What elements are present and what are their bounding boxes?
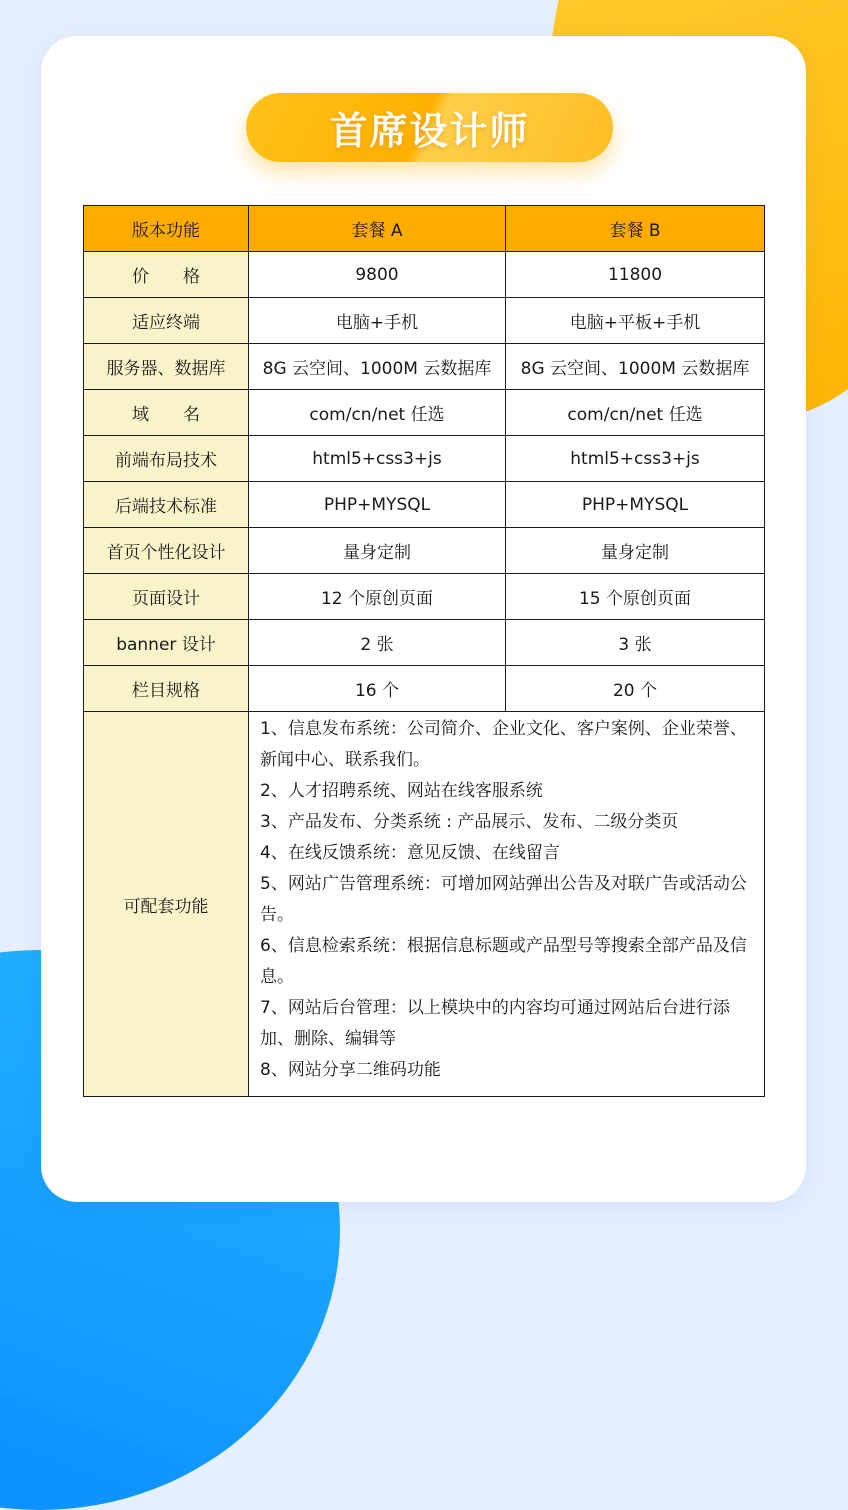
- feature-item: 7、网站后台管理：以上模块中的内容均可通过网站后台进行添加、删除、编辑等: [260, 998, 730, 1049]
- row-label: 后端技术标准: [84, 482, 249, 528]
- row-label: 前端布局技术: [84, 436, 249, 482]
- header-cell-package-a: 套餐 A: [249, 206, 506, 252]
- table-row: [84, 574, 765, 620]
- package-b-value: 15 个原创页面: [506, 574, 765, 620]
- feature-item: 4、在线反馈系统：意见反馈、在线留言: [260, 843, 560, 863]
- table-row: [84, 390, 765, 436]
- feature-item: 1、信息发布系统：公司简介、企业文化、客户案例、企业荣誉、新闻中心、联系我们。: [260, 719, 747, 770]
- table-row: [84, 666, 765, 712]
- row-label: 服务器、数据库: [84, 344, 249, 390]
- package-a-value: 12 个原创页面: [249, 574, 506, 620]
- package-a-value: 电脑+手机: [249, 298, 506, 344]
- package-b-value: 电脑+平板+手机: [506, 298, 765, 344]
- table-row: [84, 528, 765, 574]
- header-cell-package-b: 套餐 B: [506, 206, 765, 252]
- package-a-value: 9800: [249, 252, 506, 298]
- package-b-value: 8G 云空间、1000M 云数据库: [506, 344, 765, 390]
- package-a-value: 8G 云空间、1000M 云数据库: [249, 344, 506, 390]
- package-b-value: 量身定制: [506, 528, 765, 574]
- table-header-row: [84, 206, 765, 252]
- header-cell-feature: 版本功能: [84, 206, 249, 252]
- feature-item: 8、网站分享二维码功能: [260, 1060, 441, 1080]
- title-banner: [246, 93, 613, 162]
- package-b-value: 20 个: [506, 666, 765, 712]
- table-row: [84, 620, 765, 666]
- package-b-value: 3 张: [506, 620, 765, 666]
- feature-item: 2、人才招聘系统、网站在线客服系统: [260, 781, 543, 801]
- feature-item: 6、信息检索系统：根据信息标题或产品型号等搜索全部产品及信息。: [260, 936, 747, 987]
- table-row: [84, 298, 765, 344]
- features-row: [84, 712, 765, 1097]
- row-label: 域 名: [84, 390, 249, 436]
- feature-item: 3、产品发布、分类系统 : 产品展示、发布、二级分类页: [260, 812, 679, 832]
- package-a-value: PHP+MYSQL: [249, 482, 506, 528]
- features-label: 可配套功能: [84, 712, 249, 1097]
- package-a-value: html5+css3+js: [249, 436, 506, 482]
- row-label: 适应终端: [84, 298, 249, 344]
- pricing-table: [83, 205, 765, 1097]
- row-label: banner 设计: [84, 620, 249, 666]
- package-a-value: com/cn/net 任选: [249, 390, 506, 436]
- table-row: [84, 436, 765, 482]
- package-b-value: html5+css3+js: [506, 436, 765, 482]
- package-a-value: 量身定制: [249, 528, 506, 574]
- page-title: 首席设计师: [329, 109, 530, 153]
- pricing-table-body: [84, 206, 765, 1097]
- package-a-value: 2 张: [249, 620, 506, 666]
- row-label: 首页个性化设计: [84, 528, 249, 574]
- feature-item: 5、网站广告管理系统：可增加网站弹出公告及对联广告或活动公告。: [260, 874, 747, 925]
- row-label: 栏目规格: [84, 666, 249, 712]
- package-a-value: 16 个: [249, 666, 506, 712]
- table-row: [84, 344, 765, 390]
- row-label: 价 格: [84, 252, 249, 298]
- features-list: [249, 712, 765, 1097]
- table-row: [84, 252, 765, 298]
- package-b-value: PHP+MYSQL: [506, 482, 765, 528]
- package-b-value: com/cn/net 任选: [506, 390, 765, 436]
- package-b-value: 11800: [506, 252, 765, 298]
- row-label: 页面设计: [84, 574, 249, 620]
- table-row: [84, 482, 765, 528]
